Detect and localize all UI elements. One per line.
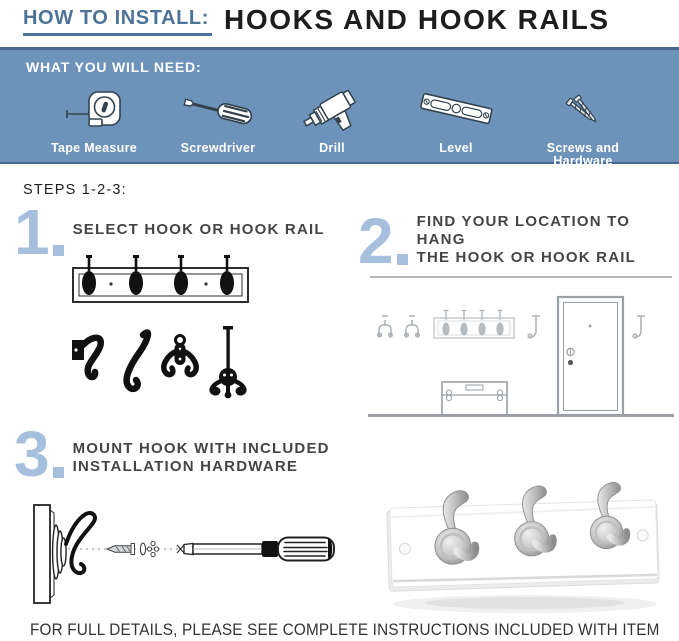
step-2-illustration-wall-scene <box>368 268 674 420</box>
step-1-header <box>14 196 325 268</box>
step-label-line: MOUNT HOOK WITH INCLUDED <box>72 440 330 457</box>
footer-note: FOR FULL DETAILS, PLEASE SEE COMPLETE INSTRUCTIONS INCLUDED WITH ITEM <box>30 620 660 639</box>
how-to-install-heading: HOW TO INSTALL: <box>23 7 212 36</box>
drill-icon <box>267 82 397 138</box>
hook-style-d <box>212 326 245 398</box>
coat-hook <box>66 513 95 573</box>
step-1-number: 1 <box>14 196 48 268</box>
need-item-screwdriver <box>153 82 283 155</box>
step-3-header <box>14 418 330 490</box>
need-item-level <box>391 82 521 155</box>
step-1-label <box>73 206 325 239</box>
step-label-line: INSTALLATION HARDWARE <box>72 458 299 475</box>
step-label-line: FIND YOUR LOCATION TO HANG <box>416 213 631 248</box>
what-you-will-need-banner <box>0 47 679 168</box>
tape-measure-icon <box>29 82 159 138</box>
steps-heading: STEPS 1-2-3: <box>23 182 127 198</box>
hook-base <box>53 525 67 579</box>
need-label: Screwdriver <box>180 141 256 155</box>
screwdriver-icon <box>153 82 283 138</box>
hook-style-b <box>127 332 148 388</box>
step-3-label <box>73 428 330 476</box>
door <box>558 297 623 415</box>
ghost-hook-rail <box>434 310 514 338</box>
page-header <box>23 6 610 36</box>
page-title: HOOKS AND HOOK RAILS <box>224 4 610 35</box>
step-3-illustration-mounting <box>22 492 338 614</box>
screwdriver <box>177 538 334 561</box>
hook-style-c <box>164 336 196 375</box>
step-2-number: 2 <box>358 204 392 277</box>
screws-icon <box>518 82 648 138</box>
product-photo-hook-rail <box>375 438 671 624</box>
step-2-header <box>358 201 679 277</box>
need-label: Level <box>439 141 473 155</box>
step-number-period <box>397 254 408 265</box>
hook-style-a <box>72 338 101 377</box>
step-2-label <box>417 201 679 267</box>
step-label-line: THE HOOK OR HOOK RAIL <box>416 249 636 266</box>
step-3-number: 3 <box>14 418 48 490</box>
need-item-screws <box>518 82 648 168</box>
washer <box>140 543 145 555</box>
step-number-period <box>53 467 64 478</box>
need-item-drill <box>267 82 397 155</box>
screw <box>107 544 135 555</box>
bench <box>442 382 507 415</box>
level-icon <box>391 82 521 138</box>
banner-title: WHAT YOU WILL NEED: <box>26 59 202 75</box>
step-1-illustration-hooks <box>55 253 277 415</box>
wall-plate <box>34 505 54 603</box>
need-item-tape-measure <box>29 82 159 155</box>
need-label: Tape Measure <box>50 141 138 155</box>
step-label-line: SELECT HOOK OR HOOK RAIL <box>72 221 325 238</box>
need-label: Screws and Hardware <box>546 141 620 168</box>
need-label: Drill <box>319 141 345 155</box>
